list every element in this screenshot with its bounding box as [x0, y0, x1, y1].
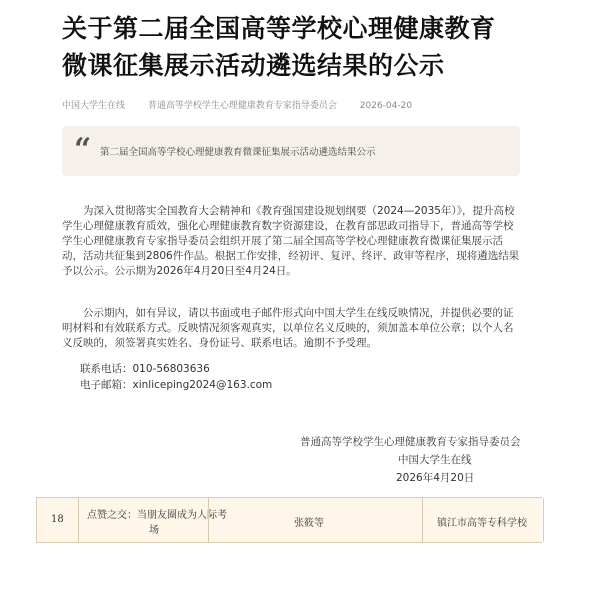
article-meta: [62, 98, 542, 111]
summary-quote: [62, 126, 520, 176]
contact-email: 电子邮箱：xinliceping2024@163.com: [80, 379, 273, 391]
cell-school-text: 镇江市高等专科学校: [437, 518, 527, 529]
article-title: [62, 10, 562, 84]
cell-authors: [208, 498, 423, 542]
title-line-2: 微课征集展示活动遴选结果的公示: [62, 51, 445, 80]
title-line-1: 关于第二届全国高等学校心理健康教育: [62, 14, 496, 43]
quote-text: 第二届全国高等学校心理健康教育微课征集展示活动遴选结果公示: [100, 147, 376, 158]
paragraph-1: 为深入贯彻落实全国教育大会精神和《教育强国建设规划纲要（2024—2035年）》，提升高校学生心理健康教育质效，强化心理健康教育数字资源建设，在教育部思政司指导下，普通高等学校学生心理健康教育专家指导委员会组织开展了第二届全国高等学校心理健康教育微课征集展示活动，活动共征集到2806件作品。根据工作安排，经初评、复评、终评、政审等程序，现将遴选结果予以公示。公示期为2026年4月20日至4月24日。: [62, 205, 520, 277]
cell-number-text: 18: [51, 514, 64, 525]
cell-school: [422, 498, 544, 542]
cell-title-line-2: 场: [149, 525, 159, 536]
cell-number: [36, 498, 79, 542]
cell-authors-text: 张筱等: [294, 518, 324, 529]
signature-site: 中国大学生在线: [398, 454, 472, 466]
author-name: 普通高等学校学生心理健康教育专家指导委员会: [147, 101, 337, 111]
quote-icon: “: [74, 132, 92, 167]
publish-date: 2026-04-20: [359, 101, 413, 111]
source-link[interactable]: 中国大学生在线: [62, 101, 126, 111]
cell-title: [78, 498, 227, 542]
contact-phone: 联系电话：010-56803636: [80, 363, 210, 375]
table-row: [36, 497, 542, 543]
cell-title-line-1: 点赞之交：当朋友圈成为人际考: [87, 510, 227, 521]
paragraph-2: 公示期内，如有异议，请以书面或电子邮件形式向中国大学生在线反映情况，并提供必要的证明材料和有效联系方式。反映情况须客观真实，以单位名义反映的，须加盖本单位公章；以个人名义反映的，须签署真实姓名、身份证号、联系电话。逾期不予受理。: [62, 307, 514, 349]
signature-date: 2026年4月20日: [396, 472, 475, 484]
signature-org: 普通高等学校学生心理健康教育专家指导委员会: [300, 436, 521, 448]
